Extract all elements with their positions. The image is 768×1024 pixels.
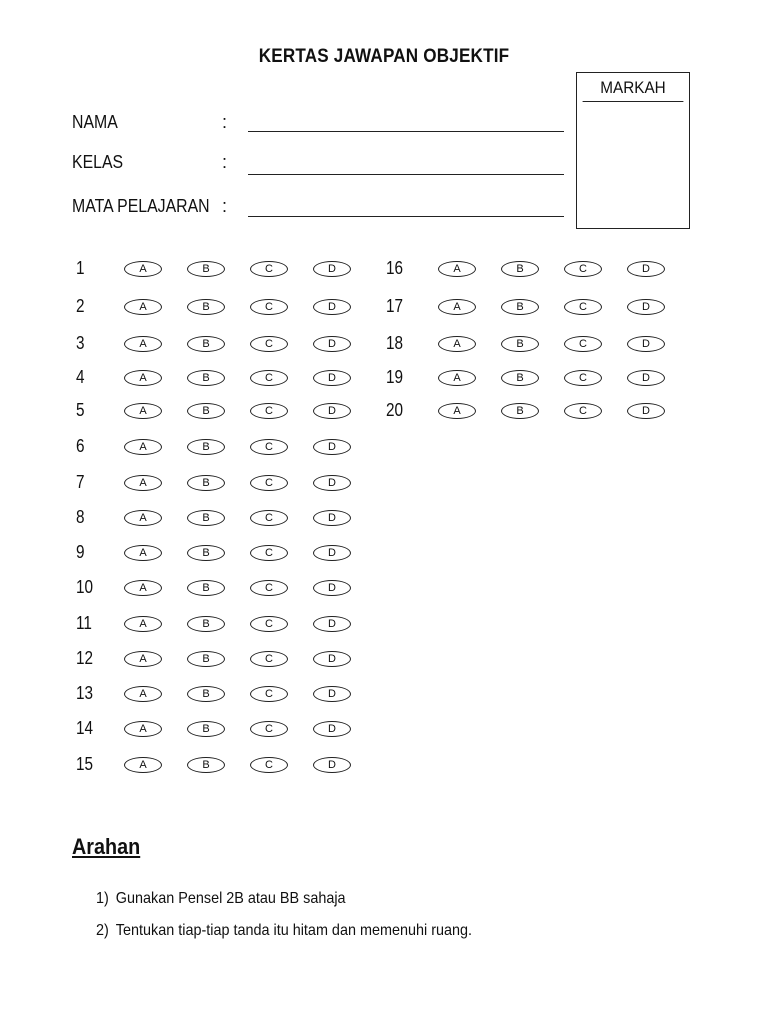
answer-bubble-b[interactable]: B: [187, 686, 225, 702]
answer-bubble-c[interactable]: C: [250, 686, 288, 702]
answer-bubble-c[interactable]: C: [250, 616, 288, 632]
answer-bubble-c[interactable]: C: [250, 370, 288, 386]
answer-bubble-a[interactable]: A: [124, 651, 162, 667]
answer-bubble-c[interactable]: C: [564, 261, 602, 277]
answer-bubble-d[interactable]: D: [313, 439, 351, 455]
question-number: 16: [386, 258, 404, 278]
nama-input-line[interactable]: [248, 131, 564, 132]
answer-bubble-a[interactable]: A: [124, 439, 162, 455]
answer-bubble-a[interactable]: A: [438, 370, 476, 386]
answer-bubble-c[interactable]: C: [564, 299, 602, 315]
question-number: 14: [76, 718, 94, 738]
answer-bubble-a[interactable]: A: [438, 261, 476, 277]
markah-label: MARKAH: [583, 73, 684, 102]
mata-pelajaran-label: MATA PELAJARAN: [72, 196, 210, 216]
question-number: 5: [76, 400, 85, 420]
question-number: 8: [76, 507, 85, 527]
nama-colon: :: [222, 112, 228, 132]
answer-bubble-c[interactable]: C: [250, 261, 288, 277]
question-number: 9: [76, 542, 85, 562]
answer-bubble-b[interactable]: B: [187, 616, 225, 632]
answer-bubble-a[interactable]: A: [438, 336, 476, 352]
answer-bubble-d[interactable]: D: [313, 510, 351, 526]
question-number: 12: [76, 648, 94, 668]
answer-bubble-d[interactable]: D: [627, 261, 665, 277]
page-title: KERTAS JAWAPAN OBJEKTIF: [258, 46, 510, 67]
answer-bubble-b[interactable]: B: [187, 261, 225, 277]
nama-label: NAMA: [72, 112, 118, 132]
answer-bubble-d[interactable]: D: [313, 370, 351, 386]
markah-box[interactable]: [576, 72, 690, 229]
answer-bubble-a[interactable]: A: [124, 475, 162, 491]
kelas-colon: :: [222, 152, 228, 172]
answer-bubble-d[interactable]: D: [313, 336, 351, 352]
answer-bubble-b[interactable]: B: [501, 403, 539, 419]
answer-bubble-c[interactable]: C: [250, 299, 288, 315]
kelas-label: KELAS: [72, 152, 124, 172]
question-number: 10: [76, 577, 94, 597]
instruction-number: 2): [96, 922, 109, 939]
answer-bubble-b[interactable]: B: [187, 336, 225, 352]
question-number: 19: [386, 367, 404, 387]
answer-bubble-d[interactable]: D: [313, 616, 351, 632]
answer-bubble-a[interactable]: A: [124, 299, 162, 315]
answer-bubble-a[interactable]: A: [124, 370, 162, 386]
answer-bubble-d[interactable]: D: [313, 261, 351, 277]
answer-bubble-b[interactable]: B: [187, 580, 225, 596]
question-number: 20: [386, 400, 404, 420]
answer-bubble-c[interactable]: C: [250, 475, 288, 491]
answer-bubble-c[interactable]: C: [250, 757, 288, 773]
answer-bubble-c[interactable]: C: [250, 510, 288, 526]
answer-bubble-a[interactable]: A: [124, 721, 162, 737]
question-number: 11: [76, 613, 92, 633]
answer-bubble-d[interactable]: D: [313, 757, 351, 773]
answer-bubble-d[interactable]: D: [313, 651, 351, 667]
answer-bubble-b[interactable]: B: [187, 757, 225, 773]
answer-bubble-d[interactable]: D: [313, 580, 351, 596]
answer-bubble-a[interactable]: A: [438, 299, 476, 315]
answer-bubble-c[interactable]: C: [250, 403, 288, 419]
answer-bubble-d[interactable]: D: [313, 686, 351, 702]
instruction-item: [96, 922, 472, 940]
answer-bubble-d[interactable]: D: [313, 299, 351, 315]
question-number: 15: [76, 754, 94, 774]
answer-bubble-c[interactable]: C: [250, 580, 288, 596]
answer-bubble-d[interactable]: D: [627, 370, 665, 386]
answer-bubble-c[interactable]: C: [250, 721, 288, 737]
instruction-text: Tentukan tiap-tiap tanda itu hitam dan memenuhi ruang.: [115, 922, 473, 939]
answer-bubble-c[interactable]: C: [564, 336, 602, 352]
answer-bubble-d[interactable]: D: [627, 403, 665, 419]
answer-bubble-b[interactable]: B: [187, 403, 225, 419]
answer-bubble-b[interactable]: B: [187, 545, 225, 561]
answer-bubble-d[interactable]: D: [313, 545, 351, 561]
answer-bubble-c[interactable]: C: [250, 336, 288, 352]
answer-bubble-d[interactable]: D: [627, 336, 665, 352]
question-number: 7: [76, 472, 85, 492]
question-number: 2: [76, 296, 85, 316]
answer-bubble-b[interactable]: B: [501, 261, 539, 277]
answer-bubble-a[interactable]: A: [124, 580, 162, 596]
answer-bubble-b[interactable]: B: [187, 439, 225, 455]
answer-bubble-a[interactable]: A: [124, 545, 162, 561]
instruction-item: [96, 890, 346, 908]
answer-bubble-b[interactable]: B: [501, 336, 539, 352]
mata-pelajaran-colon: :: [222, 196, 228, 216]
answer-bubble-d[interactable]: D: [627, 299, 665, 315]
answer-bubble-b[interactable]: B: [187, 370, 225, 386]
answer-bubble-c[interactable]: C: [564, 370, 602, 386]
answer-bubble-b[interactable]: B: [187, 299, 225, 315]
answer-bubble-a[interactable]: A: [124, 261, 162, 277]
arahan-heading: Arahan: [72, 834, 141, 859]
answer-bubble-b[interactable]: B: [187, 651, 225, 667]
question-number: 17: [386, 296, 404, 316]
kelas-input-line[interactable]: [248, 174, 564, 175]
answer-bubble-a[interactable]: A: [438, 403, 476, 419]
instruction-number: 1): [96, 890, 109, 907]
instruction-text: Gunakan Pensel 2B atau BB sahaja: [115, 890, 346, 907]
question-number: 18: [386, 333, 404, 353]
answer-bubble-b[interactable]: B: [501, 299, 539, 315]
question-number: 4: [76, 367, 85, 387]
mata-pelajaran-input-line[interactable]: [248, 216, 564, 217]
answer-bubble-a[interactable]: A: [124, 616, 162, 632]
answer-bubble-a[interactable]: A: [124, 403, 162, 419]
answer-bubble-c[interactable]: C: [564, 403, 602, 419]
answer-bubble-a[interactable]: A: [124, 686, 162, 702]
answer-bubble-b[interactable]: B: [187, 510, 225, 526]
answer-bubble-d[interactable]: D: [313, 475, 351, 491]
answer-bubble-c[interactable]: C: [250, 545, 288, 561]
question-number: 6: [76, 436, 85, 456]
answer-bubble-b[interactable]: B: [501, 370, 539, 386]
question-number: 3: [76, 333, 85, 353]
answer-bubble-a[interactable]: A: [124, 510, 162, 526]
answer-bubble-a[interactable]: A: [124, 336, 162, 352]
answer-bubble-d[interactable]: D: [313, 403, 351, 419]
answer-bubble-b[interactable]: B: [187, 475, 225, 491]
answer-bubble-c[interactable]: C: [250, 439, 288, 455]
answer-bubble-a[interactable]: A: [124, 757, 162, 773]
question-number: 1: [76, 258, 85, 278]
answer-bubble-c[interactable]: C: [250, 651, 288, 667]
answer-bubble-b[interactable]: B: [187, 721, 225, 737]
question-number: 13: [76, 683, 94, 703]
answer-bubble-d[interactable]: D: [313, 721, 351, 737]
